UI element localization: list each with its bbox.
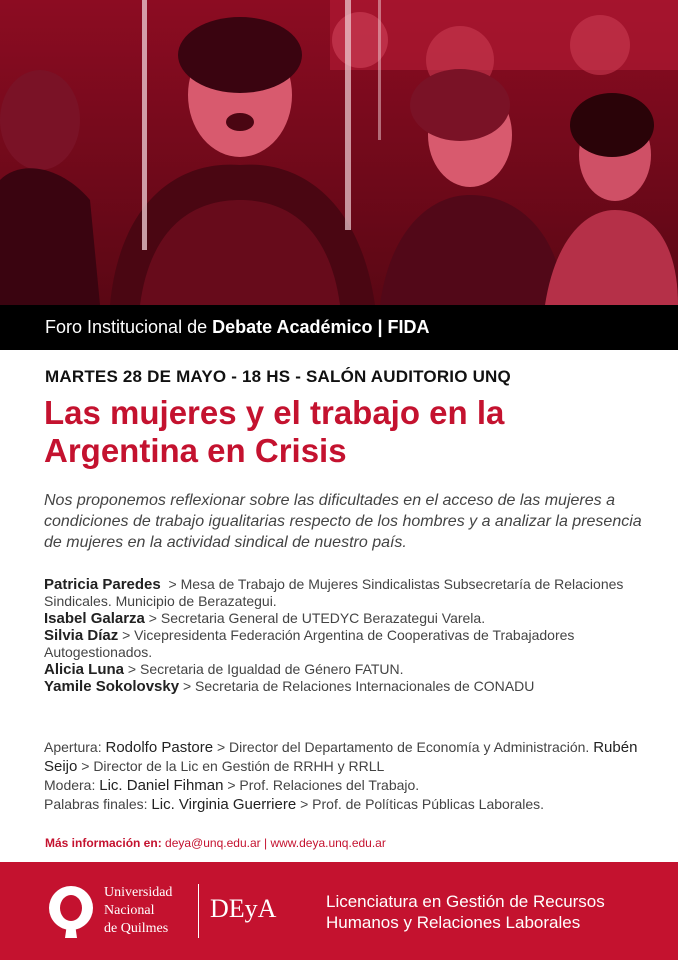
modera-name: Lic. Daniel Fihman [99,777,224,794]
speaker-role: > Vicepresidenta Federación Argentina de Cooperativas de Trabajadores Autogestionados. [44,627,575,660]
speaker-item [44,678,644,695]
event-title-line-1: Las mujeres y el trabajo en la [44,394,505,431]
speaker-item [44,576,644,610]
university-name [104,884,172,938]
finales-role: > Prof. de Políticas Públicas Laborales. [300,796,545,812]
info-label: Más información en: [45,836,162,850]
finales-row [44,795,644,814]
forum-name: Debate Académico | FIDA [212,317,430,337]
career-name-line: Licenciatura en Gestión de Recursos [326,892,605,911]
forum-banner [0,305,678,350]
speaker-role: > Secretaria de Igualdad de Género FATUN. [127,661,404,677]
university-name-line: Universidad [104,885,173,900]
speaker-name: Silvia Díaz [44,627,119,644]
university-name-line: Nacional [104,903,155,918]
deya-logo: DEyA [210,894,277,923]
career-name [326,891,605,933]
apertura-label: Apertura: [44,739,102,755]
apertura-name: Rodolfo Pastore [105,739,214,756]
speaker-name: Isabel Galarza [44,610,145,627]
event-description: Nos proponemos reflexionar sobre las dificultades en el acceso de las mujeres a condiciones de trabajo igualitarias respecto de los hombres y a analizar la presencia de mujeres en la actividad sindical de nuestro país. [44,492,642,551]
info-email[interactable]: deya@unq.edu.ar [165,836,261,850]
speaker-role: > Secretaria de Relaciones Internacionales de CONADU [182,678,535,694]
speaker-role: > Secretaria General de UTEDYC Berazategui Varela. [148,610,486,626]
apertura-role: > Director del Departamento de Economía y Administración. [216,739,590,755]
modera-role: > Prof. Relaciones del Trabajo. [227,777,420,793]
more-info [45,836,386,850]
speaker-item [44,610,644,627]
second-name: Rubén Seijo [44,739,638,775]
speaker-name: Alicia Luna [44,661,125,678]
modera-row [44,776,644,795]
speaker-role: > Mesa de Trabajo de Mujeres Sindicalistas Subsecretaría de Relaciones Sindicales. Municipio de Berazategui. [44,576,624,609]
footer-divider [198,884,199,938]
career-name-line: Humanos y Relaciones Laborales [326,913,581,932]
speaker-list [44,576,644,695]
closing-credits [44,738,644,814]
footer [0,862,678,960]
info-url[interactable]: www.deya.unq.edu.ar [270,836,386,850]
apertura-row [44,738,644,776]
speaker-name: Patricia Paredes [44,576,161,593]
event-title [44,394,644,470]
speaker-item [44,627,644,661]
speaker-item [44,661,644,678]
speaker-name: Yamile Sokolovsky [44,678,180,695]
finales-name: Lic. Virginia Guerriere [151,796,297,813]
university-name-line: de Quilmes [104,921,169,936]
finales-label: Palabras finales: [44,796,148,812]
modera-label: Modera: [44,777,96,793]
second-role: > Director de la Lic en Gestión de RRHH y RRLL [81,758,385,774]
unq-logo-icon [47,884,95,938]
event-date: MARTES 28 DE MAYO - 18 HS - SALÓN AUDITORIO UNQ [45,367,511,386]
hero-photo [0,0,678,305]
crowd-illustration [0,0,678,305]
forum-prefix: Foro Institucional de [45,317,208,337]
info-separator: | [263,836,268,850]
event-title-line-2: Argentina en Crisis [44,432,347,469]
